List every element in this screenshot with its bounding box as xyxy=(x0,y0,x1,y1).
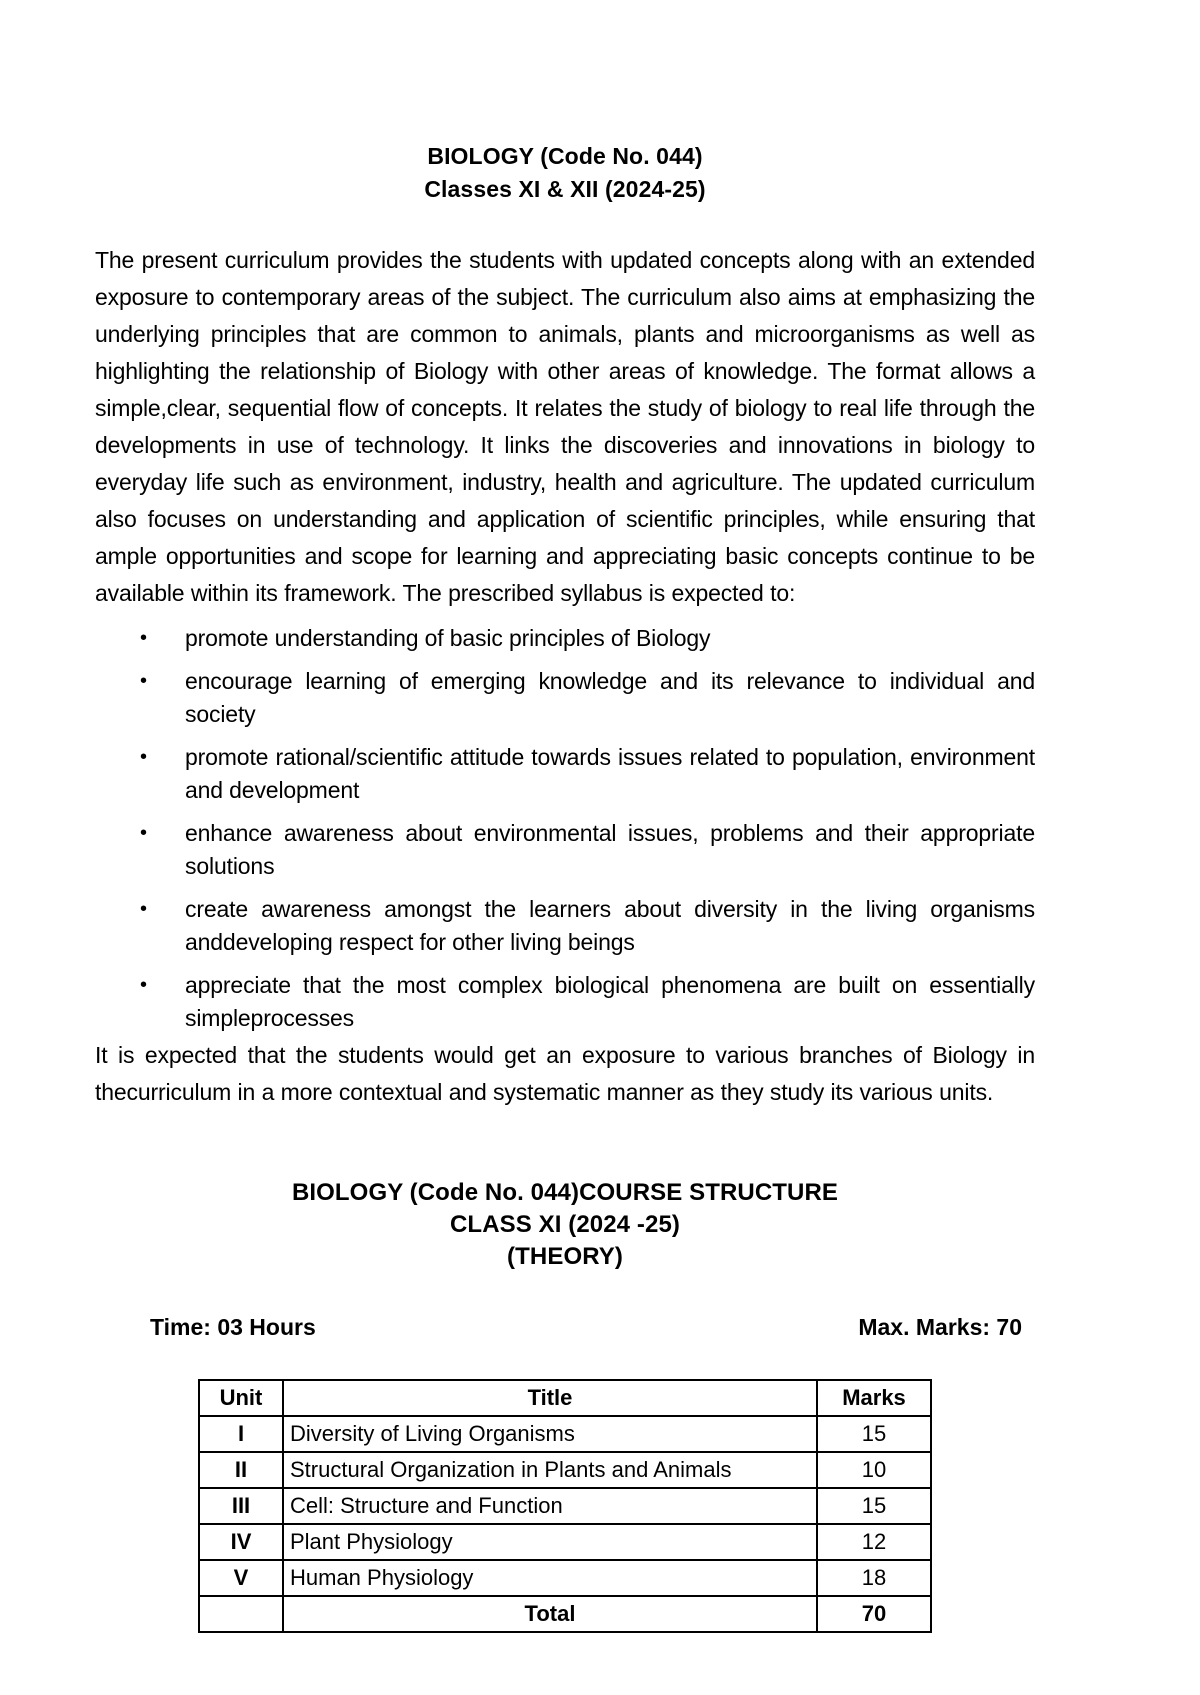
table-row xyxy=(199,1560,931,1596)
table-body xyxy=(199,1416,931,1632)
table-header xyxy=(199,1380,931,1416)
table-row xyxy=(199,1416,931,1452)
course-structure-heading xyxy=(95,1177,1035,1273)
cell-unit: III xyxy=(199,1488,283,1524)
course-structure-line-3: (THEORY) xyxy=(507,1243,623,1270)
exam-max-marks: Max. Marks: 70 xyxy=(858,1314,1022,1340)
list-item-text: promote understanding of basic principles of Biology xyxy=(185,625,711,651)
exam-time: Time: 03 Hours xyxy=(150,1314,316,1340)
cell-total-marks: 70 xyxy=(817,1596,931,1632)
bullet-icon: • xyxy=(140,822,147,844)
intro-paragraph: The present curriculum provides the students with updated concepts along with an extended exposure to contemporary areas of the subject. The curriculum also aims at emphasizing the underlying principles that are common to animals, plants and microorganisms as well as highlighting the relationship of Biology with other areas of knowledge. The format allows a simple,clear, sequential flow of concepts. It relates the study of biology to real life through the developments in use of technology. It links the discoveries and innovations in biology to everyday life such as environment, industry, health and agriculture. The updated curriculum also focuses on understanding and application of scientific principles, while ensuring that ample opportunities and scope for learning and appreciating basic concepts continue to be available within its framework. The prescribed syllabus is expected to: xyxy=(95,247,1035,606)
course-structure-line-1: BIOLOGY (Code No. 044)COURSE STRUCTURE xyxy=(291,1179,839,1206)
cell-marks: 12 xyxy=(817,1524,931,1560)
cell-unit: IV xyxy=(199,1524,283,1560)
list-item-text: appreciate that the most complex biological phenomena are built on essentially simpleprocesses xyxy=(185,972,1035,1031)
cell-marks: 10 xyxy=(817,1452,931,1488)
list-item-text: create awareness amongst the learners about diversity in the living organisms anddeveloping respect for other living beings xyxy=(185,896,1035,955)
table-total-row xyxy=(199,1596,931,1632)
table-header-row xyxy=(199,1380,931,1416)
list-item xyxy=(95,622,1035,655)
column-header-unit: Unit xyxy=(199,1380,283,1416)
cell-unit: I xyxy=(199,1416,283,1452)
list-item-text: enhance awareness about environmental issues, problems and their appropriate solutions xyxy=(185,820,1035,879)
document-title: BIOLOGY (Code No. 044) xyxy=(427,143,703,169)
cell-total-unit-blank xyxy=(199,1596,283,1632)
list-item-text: encourage learning of emerging knowledge and its relevance to individual and society xyxy=(185,668,1035,727)
list-item xyxy=(95,817,1035,883)
bullet-icon: • xyxy=(140,670,147,692)
column-header-title: Title xyxy=(283,1380,817,1416)
bullet-icon: • xyxy=(140,974,147,996)
page-content xyxy=(95,140,1035,1633)
cell-marks: 18 xyxy=(817,1560,931,1596)
cell-unit: II xyxy=(199,1452,283,1488)
closing-paragraph: It is expected that the students would get an exposure to various branches of Biology in thecurriculum in a more contextual and systematic manner as they study its various units. xyxy=(95,1042,1035,1105)
time-and-marks-row xyxy=(95,1313,1035,1341)
cell-total-label: Total xyxy=(283,1596,817,1632)
column-header-marks: Marks xyxy=(817,1380,931,1416)
bullet-icon: • xyxy=(140,746,147,768)
course-structure-table xyxy=(198,1379,932,1633)
table-row xyxy=(199,1524,931,1560)
table-row xyxy=(199,1452,931,1488)
cell-title: Diversity of Living Organisms xyxy=(283,1416,817,1452)
cell-unit: V xyxy=(199,1560,283,1596)
cell-title: Plant Physiology xyxy=(283,1524,817,1560)
list-item xyxy=(95,969,1035,1035)
list-item xyxy=(95,741,1035,807)
cell-title: Cell: Structure and Function xyxy=(283,1488,817,1524)
cell-title: Human Physiology xyxy=(283,1560,817,1596)
bullet-icon: • xyxy=(140,627,147,649)
course-structure-line-2: CLASS XI (2024 -25) xyxy=(450,1211,680,1238)
list-item xyxy=(95,665,1035,731)
list-item-text: promote rational/scientific attitude towards issues related to population, environment and development xyxy=(185,744,1035,803)
cell-marks: 15 xyxy=(817,1416,931,1452)
bullet-icon: • xyxy=(140,898,147,920)
cell-marks: 15 xyxy=(817,1488,931,1524)
document-subtitle: Classes XI & XII (2024-25) xyxy=(424,176,706,202)
course-table-wrapper xyxy=(95,1379,1035,1633)
list-item xyxy=(95,893,1035,959)
table-row xyxy=(199,1488,931,1524)
cell-title: Structural Organization in Plants and Animals xyxy=(283,1452,817,1488)
objectives-list xyxy=(95,622,1035,1035)
